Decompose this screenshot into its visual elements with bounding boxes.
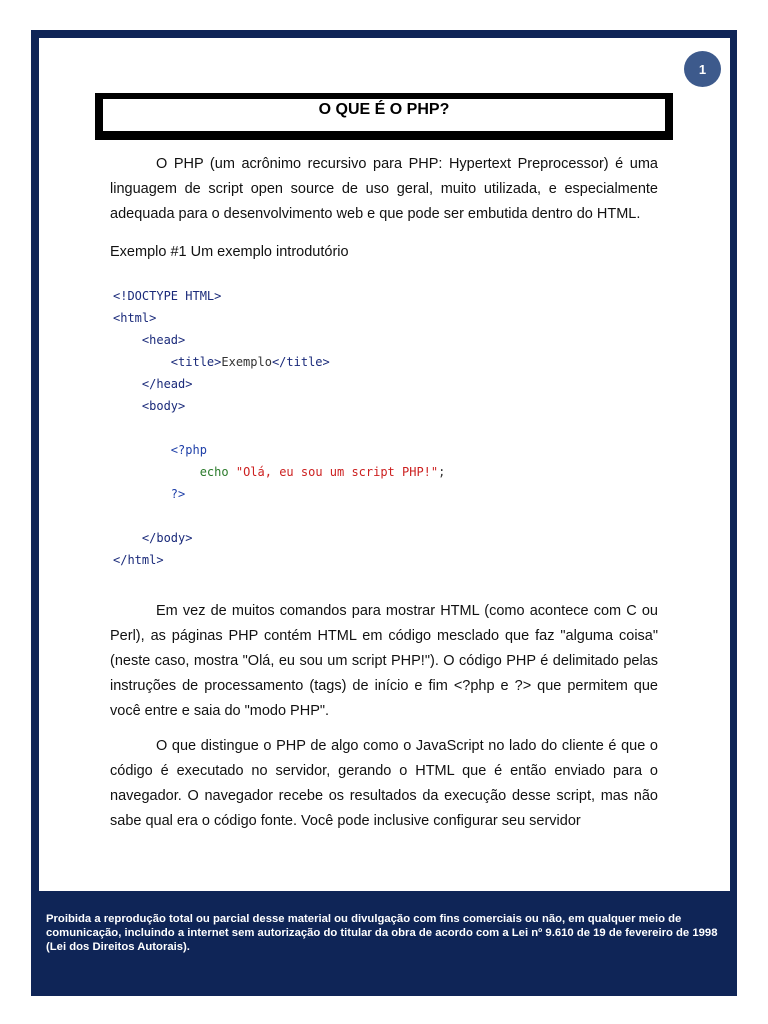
title-box [103, 99, 665, 131]
code-blank-line [113, 417, 658, 439]
code-token: </head> [141, 377, 193, 391]
code-token: </html> [113, 553, 164, 567]
copyright-notice: Proibida a reprodução total ou parcial desse material ou divulgação com fins comerciais ou não, em qualquer meio de comunicação, incluindo a internet sem autorização do titular da obra de acordo com a Lei nº 9.610 de 19 de fevereiro de 1998 (Lei dos Direitos Autorais). [46, 913, 718, 953]
code-token: <!DOCTYPE HTML> [113, 289, 222, 303]
code-token: ; [438, 465, 446, 479]
document-body [110, 152, 658, 844]
code-token: ?> [170, 487, 186, 501]
code-token: echo [199, 465, 229, 479]
code-token: Exemplo [221, 355, 272, 369]
code-line [113, 527, 658, 549]
page-number-badge: 1 [684, 51, 721, 87]
code-line [113, 307, 658, 329]
code-token: <?php [170, 443, 207, 457]
code-line [113, 483, 658, 505]
code-token: <body> [141, 399, 186, 413]
code-line [113, 351, 658, 373]
code-token: </title> [271, 355, 330, 369]
code-line [113, 395, 658, 417]
code-block [113, 285, 658, 571]
example-label: Exemplo #1 Um exemplo introdutório [110, 244, 349, 260]
code-blank-line [113, 505, 658, 527]
code-token: </body> [141, 531, 193, 545]
code-token: <html> [113, 311, 157, 325]
page-title: O QUE É O PHP? [318, 101, 450, 118]
paragraph-html-mixing: Em vez de muitos comandos para mostrar HTML (como acontece com C ou Perl), as páginas PHP contém HTML em código mesclado que faz "alguma coisa" (neste caso, mostra "Olá, eu sou um script PHP!"). O código PHP é delimitado pelas instruções de processamento (tags) de início e fim <?php e ?> que permitem que você entre e saia do "modo PHP". [110, 603, 658, 719]
code-token: "Olá, eu sou um script PHP!" [235, 465, 439, 479]
code-line [113, 329, 658, 351]
code-line [113, 461, 658, 483]
code-line [113, 549, 658, 571]
code-token: <head> [141, 333, 186, 347]
paragraph-server-side: O que distingue o PHP de algo como o JavaScript no lado do cliente é que o código é executado no servidor, gerando o HTML que é então enviado para o navegador. O navegador recebe os resultados da execução desse script, mas não sabe qual era o código fonte. Você pode inclusive configurar seu servidor [110, 738, 658, 829]
code-token: <title> [170, 355, 222, 369]
code-line [113, 285, 658, 307]
code-line [113, 373, 658, 395]
paragraph-intro: O PHP (um acrônimo recursivo para PHP: Hypertext Preprocessor) é uma linguagem de script open source de uso geral, muito utilizada, e especialmente adequada para o desenvolvimento web e que pode ser embutida dentro do HTML. [110, 156, 658, 222]
code-line [113, 439, 658, 461]
